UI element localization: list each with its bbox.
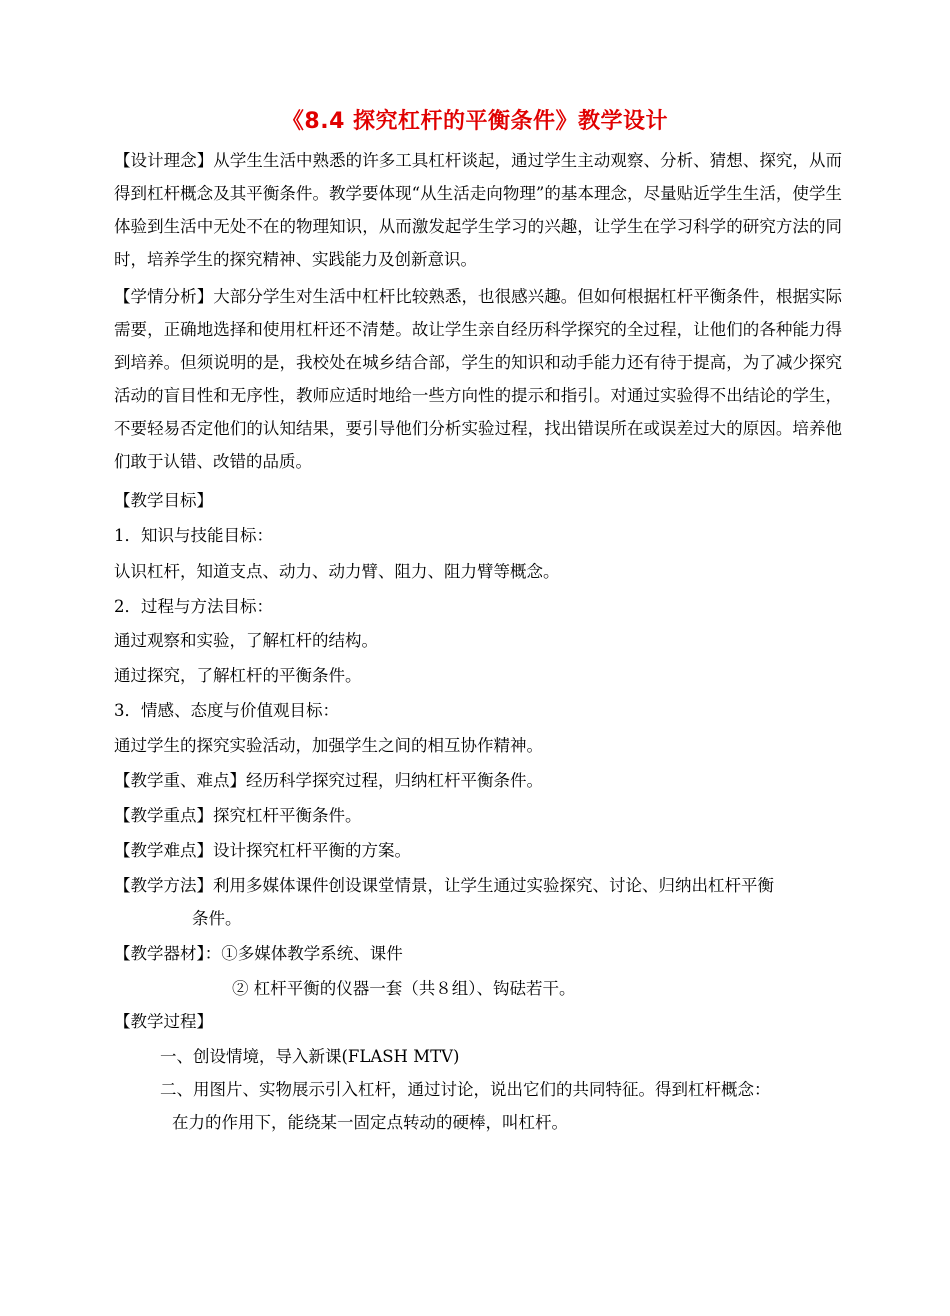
key-difficult-line: 【教学重、难点】经历科学探究过程，归纳杠杆平衡条件。 (114, 771, 543, 790)
difficult-point-line: 【教学难点】设计探究杠杆平衡的方案。 (114, 841, 411, 860)
goal3-text: 通过学生的探究实验活动，加强学生之间的相互协作精神。 (114, 736, 543, 755)
process-step1: 一、创设情境，导入新课(FLASH MTV) (160, 1047, 460, 1066)
equipment-line1: 【教学器材】：①多媒体教学系统、课件 (114, 944, 403, 963)
design-concept-paragraph: 【设计理念】从学生生活中熟悉的许多工具杠杆谈起，通过学生主动观察、分析、猜想、探究，从而得到杠杆概念及其平衡条件。教学要体现“从生活走向物理”的基本理念，尽量贴近学生生活，使学生体验到生活中无处不在的物理知识，从而激发起学生学习的兴趣，让学生在学习科学的研究方法的同时，培养学生的探究精神、实践能力及创新意识。 (114, 151, 842, 269)
student-analysis-paragraph: 【学情分析】大部分学生对生活中杠杆比较熟悉，也很感兴趣。但如何根据杠杆平衡条件，根据实际需要，正确地选择和使用杠杆还不清楚。故让学生亲自经历科学探究的全过程，让他们的各种能力得到培养。但须说明的是，我校处在城乡结合部，学生的知识和动手能力还有待于提高，为了减少探究活动的盲目性和无序性，教师应适时地给一些方向性的提示和指引。对通过实验得不出结论的学生，不要轻易否定他们的认知结果，要引导他们分析实验过程，找出错误所在或误差过大的原因。培养他们敢于认错、改错的品质。 (114, 287, 842, 471)
goals-heading: 【教学目标】 (114, 491, 213, 510)
process-step2: 二、用图片、实物展示引入杠杆，通过讨论，说出它们的共同特征。得到杠杆概念： (160, 1080, 771, 1099)
lever-definition: 在力的作用下，能绕某一固定点转动的硬棒，叫杠杆。 (172, 1113, 568, 1132)
goal2-text-a: 通过观察和实验，了解杠杆的结构。 (114, 631, 378, 650)
document-title: 《8.4 探究杠杆的平衡条件》教学设计 (281, 109, 669, 134)
goal2-heading: 2．过程与方法目标： (114, 597, 273, 616)
goal1-heading: 1．知识与技能目标： (114, 526, 273, 545)
key-point-line: 【教学重点】探究杠杆平衡条件。 (114, 806, 362, 825)
process-heading: 【教学过程】 (114, 1012, 213, 1031)
teaching-method-line1: 【教学方法】利用多媒体课件创设课堂情景，让学生通过实验探究、讨论、归纳出杠杆平衡 (114, 876, 774, 895)
equipment-line2: ② 杠杆平衡的仪器一套（共８组）、钩砝若干。 (232, 979, 576, 998)
goal1-text: 认识杠杆，知道支点、动力、动力臂、阻力、阻力臂等概念。 (114, 562, 560, 581)
goal2-text-b: 通过探究，了解杠杆的平衡条件。 (114, 666, 362, 685)
teaching-method-line2: 条件。 (192, 909, 242, 928)
goal3-heading: 3．情感、态度与价值观目标： (114, 701, 339, 720)
